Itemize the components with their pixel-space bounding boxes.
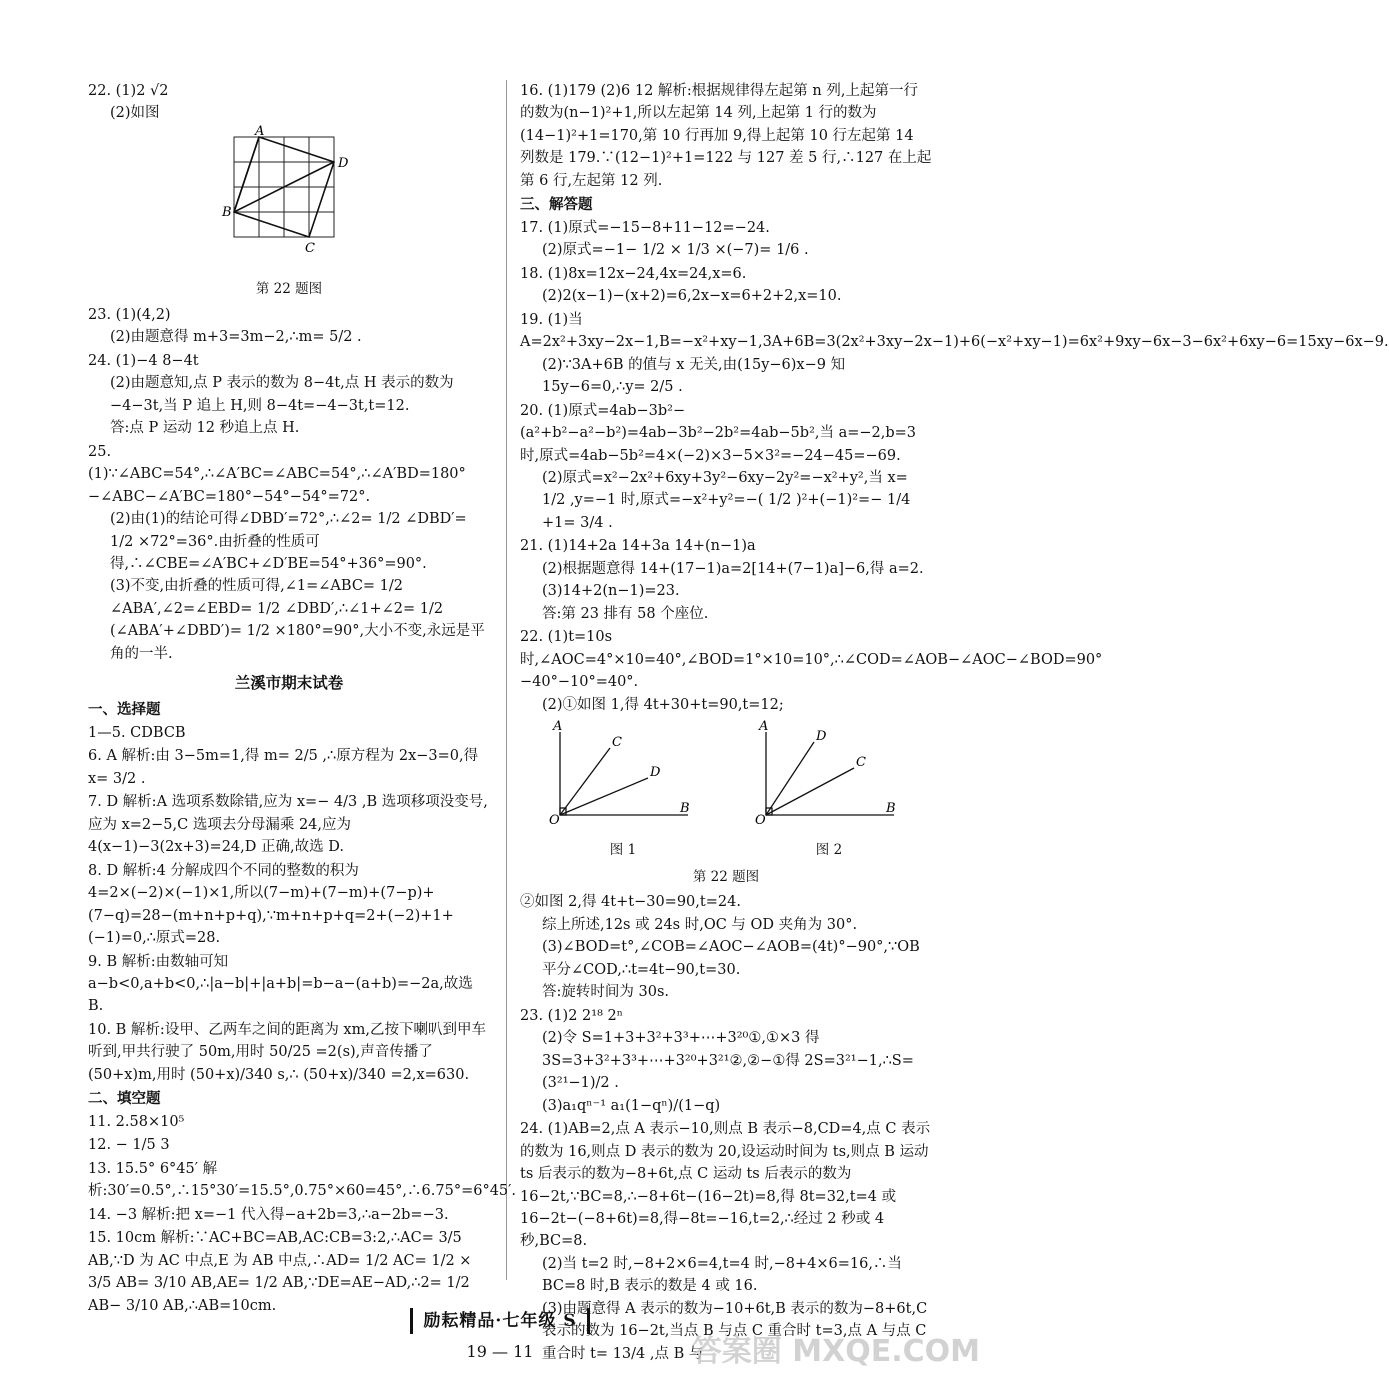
- label-A: A: [255, 123, 265, 139]
- label-C: C: [305, 240, 315, 256]
- answer-line: 15. 10cm 解析:∵AC+BC=AB,AC:CB=3:2,∴AC= 3/5 AB,∵D 为 AC 中点,E 为 AB 中点,∴AD= 1/2 AC= 1/2 × 3/5 AB= 3/10 AB,AE= 1/2 AB,∵DE=AE−AD,∴2= 1/2 AB− 3/10 AB,∴AB=10cm.: [88, 1230, 472, 1314]
- answer-line: (3)∠BOD=t°,∠COB=∠AOC−∠AOB=(4t)°−90°,∵OB 平分∠COD,∴t=4t−90,t=30.: [542, 939, 920, 978]
- section-fill: 二、填空题: [88, 1090, 161, 1108]
- answer-line: 23. (1)(4,2): [88, 306, 171, 323]
- answer-entry: [88, 1111, 490, 1133]
- answer-line: 23. (1)2 2¹⁸ 2ⁿ: [520, 1007, 624, 1024]
- answer-entry: [520, 80, 932, 192]
- answer-line: 1—5. CDBCB: [88, 724, 186, 741]
- fig2-label-C: C: [856, 755, 866, 771]
- answer-line: 24. (1)−4 8−4t: [88, 352, 199, 369]
- fig2-label-A: A: [759, 719, 769, 735]
- answer-entry: [520, 1005, 932, 1117]
- answer-line: (3)不变,由折叠的性质可得,∠1=∠ABC= 1/2 ∠ABA′,∠2=∠EBD= 1/2 ∠DBD′,∴∠1+∠2= 1/2 (∠ABA′+∠DBD′)= 1/2 ×180°=90°,大小不变,永远是平角的一半.: [110, 578, 485, 662]
- answer-entry: [520, 400, 932, 535]
- answer-line: (2)2(x−1)−(x+2)=6,2x−x=6+2+2,x=10.: [542, 288, 842, 305]
- left-column: [88, 80, 517, 1318]
- answer-line: 21. (1)14+2a 14+3a 14+(n−1)a: [520, 538, 756, 555]
- answer-line: 16. (1)179 (2)6 12 解析:根据规律得左起第 n 列,上起第一行的数为(n−1)²+1,所以左起第 14 列,上起第 1 行的数为(14−1)²+1=170,第 10 行再加 9,得上起第 10 行左起第 14 列数是 179.∵(12−1)²+1=122 与 127 差 5 行,∴127 在上起第 6 行,左起第 12 列.: [520, 83, 932, 189]
- figure-1: [548, 720, 698, 864]
- answer-entry: [520, 535, 932, 625]
- answer-line: (2)原式=−1− 1/2 × 1/3 ×(−7)= 1/6 .: [542, 242, 809, 259]
- figure-2-caption: 图 2: [815, 841, 843, 858]
- answer-line: (2)由(1)的结论可得∠DBD′=72°,∴∠2= 1/2 ∠DBD′= 1/2 ×72°=36°.由折叠的性质可得,∴∠CBE=∠A′BC+∠D′BE=54°+36°=90°.: [110, 511, 467, 573]
- fig1-label-A: A: [553, 719, 563, 735]
- answer-line: (2)原式=x²−2x²+6xy+3y²−6xy−2y²=−x²+y²,当 x= 1/2 ,y=−1 时,原式=−x²+y²=−( 1/2 )²+(−1)²=− 1/4 +1= 3/4 .: [542, 469, 911, 531]
- answer-line: 8. D 解析:4 分解成四个不同的整数的积为 4=2×(−2)×(−1)×1,所以(7−m)+(7−m)+(7−p)+(7−q)=28−(m+n+p+q),∵m+n+p+q=2+(−2)+1+(−1)=0,∴原式=28.: [88, 862, 454, 947]
- answer-entry: [88, 951, 490, 1018]
- answer-line: (2)由题意知,点 P 表示的数为 8−4t,点 H 表示的数为 −4−3t,当 P 追上 H,则 8−4t=−4−3t,t=12.: [110, 375, 454, 414]
- answer-entry: [88, 722, 490, 744]
- answer-line: 24. (1)AB=2,点 A 表示−10,则点 B 表示−8,CD=4,点 C 表示的数为 16,则点 D 表示的数为 20,设运动时间为 ts,则点 B 运动 ts 后表示的数为−8+6t,点 C 运动 ts 后表示的数为 16−2t,∵BC=8,∴−8+6t−(16−2t)=8,得 8t=32,t=4 或 16−2t−(−8+6t)=8,得−8t=−16,t=2,∴经过 2 秒或 4 秒,BC=8.: [520, 1121, 931, 1250]
- figure-1-svg: [548, 720, 698, 830]
- section-answer: 三、解答题: [520, 196, 593, 214]
- answer-entry: [88, 791, 490, 858]
- answer-line: ②如图 2,得 4t+t−30=90,t=24.: [520, 894, 741, 911]
- right-entries-c: [520, 891, 932, 1365]
- page-number: 19 — 11: [466, 1342, 534, 1362]
- section-choice: 一、选择题: [88, 701, 161, 719]
- answer-line: 14. −3 解析:把 x=−1 代入得−a+2b=3,∴a−2b=−3.: [88, 1206, 449, 1223]
- answer-entry: [88, 1134, 490, 1156]
- answer-entry: [88, 350, 490, 440]
- answer-entry: [88, 1227, 490, 1317]
- grid-figure: [88, 123, 490, 277]
- fig1-label-C: C: [612, 735, 622, 751]
- answer-entry: [88, 441, 490, 666]
- right-entries-b: [520, 217, 1389, 716]
- answer-entry: [520, 891, 932, 1003]
- answer-line: 9. B 解析:由数轴可知 a−b<0,a+b<0,∴|a−b|+|a+b|=b−a−(a+b)=−2a,故选 B.: [88, 953, 473, 1015]
- answer-line: 25. (1)∵∠ABC=54°,∴∠A′BC=∠ABC=54°,∴∠A′BD=180°−∠ABC−∠A′BC=180°−54°−54°=72°.: [88, 443, 466, 505]
- answer-line: 12. − 1/5 3: [88, 1137, 170, 1154]
- exam-title: 兰溪市期末试卷: [234, 673, 344, 693]
- answer-line: 17. (1)原式=−15−8+11−12=−24.: [520, 219, 770, 236]
- fig2-label-O: O: [755, 813, 766, 829]
- answer-line: (3)14+2(n−1)=23.: [542, 583, 680, 600]
- fig1-label-D: D: [650, 765, 661, 781]
- answer-entry: [88, 1158, 517, 1203]
- fig22-caption: 第 22 题图: [255, 280, 323, 297]
- answer-line: 20. (1)原式=4ab−3b²−(a²+b²−a²−b²)=4ab−3b²−2b²=4ab−5b²,当 a=−2,b=3 时,原式=4ab−5b²=4×(−2)×3−5×3²=−24−45=−69.: [520, 402, 917, 464]
- answer-line: 答:第 23 排有 58 个座位.: [542, 605, 709, 622]
- answer-line: 6. A 解析:由 3−5m=1,得 m= 2/5 ,∴原方程为 2x−3=0,得 x= 3/2 .: [88, 748, 479, 787]
- figure-2-svg: [754, 720, 904, 830]
- answer-line: (3)由题意得 A 表示的数为−10+6t,B 表示的数为−8+6t,C 表示的数为 16−2t,当点 B 与点 C 重合时 t=3,点 A 与点 C 重合时 t= 13/4 ,点 B 与: [542, 1300, 928, 1362]
- answer-entry: [88, 1204, 490, 1226]
- brand-label: 励耘精品·七年级 S: [410, 1308, 589, 1334]
- figure-1-caption: 图 1: [609, 841, 637, 858]
- answer-entry: [88, 860, 490, 950]
- answer-line: 11. 2.58×10⁵: [88, 1113, 185, 1130]
- answer-entry: [88, 1019, 490, 1086]
- answer-line: 22. (1)t=10s 时,∠AOC=4°×10=40°,∠BOD=1°×10=10°,∴∠COD=∠AOB−∠AOC−∠BOD=90°−40°−10°=40°.: [520, 629, 1103, 691]
- column-divider: [506, 80, 507, 1280]
- left-mid-entries: [88, 304, 490, 666]
- answer-line: (3)a₁qⁿ⁻¹ a₁(1−qⁿ)/(1−q): [542, 1097, 721, 1114]
- answer-line: (2)当 t=2 时,−8+2×6=4,t=4 时,−8+4×6=16,∴当 BC=8 时,B 表示的数是 4 或 16.: [542, 1255, 902, 1295]
- answer-entry: [520, 263, 932, 308]
- answer-line: 综上所述,12s 或 24s 时,OC 与 OD 夹角为 30°.: [542, 916, 858, 933]
- answer-line: 18. (1)8x=12x−24,4x=24,x=6.: [520, 265, 747, 282]
- fig1-label-O: O: [549, 813, 560, 829]
- answer-line: 13. 15.5° 6°45′ 解析:30′=0.5°,∴15°30′=15.5°,0.75°×60=45°,∴6.75°=6°45′.: [88, 1160, 517, 1200]
- fig2-label-B: B: [886, 801, 896, 817]
- answer-line: 10. B 解析:设甲、乙两车之间的距离为 xm,乙按下喇叭到甲车听到,甲共行驶了 50m,用时 50/25 =2(s),声音传播了(50+x)m,用时 (50+x)/340 s,∴ (50+x)/340 =2,x=630.: [88, 1021, 486, 1083]
- answer-entry: [520, 309, 1389, 399]
- grid-figure-svg: [214, 123, 364, 277]
- answer-entry: [520, 626, 1103, 716]
- left-top-entries: [88, 80, 490, 125]
- right-fig-caption: 第 22 题图: [692, 868, 760, 885]
- answer-line: 答:点 P 运动 12 秒追上点 H.: [110, 420, 300, 437]
- answer-line: (2)令 S=1+3+3²+3³+⋯+3²⁰①,①×3 得 3S=3+3²+3³+⋯+3²⁰+3²¹②,②−①得 2S=3²¹−1,∴S= (3²¹−1)/2 .: [542, 1030, 914, 1092]
- answer-entry: [88, 745, 490, 790]
- answer-line: (2)由题意得 m+3=3m−2,∴m= 5/2 .: [110, 329, 362, 346]
- angle-figures: [520, 720, 932, 864]
- fig1-label-B: B: [680, 801, 690, 817]
- answer-entry: [88, 80, 490, 125]
- answer-line: 19. (1)当 A=2x²+3xy−2x−1,B=−x²+xy−1,3A+6B=3(2x²+3xy−2x−1)+6(−x²+xy−1)=6x²+9xy−6x−3−6x²+6xy−6=15xy−6x−9.: [520, 311, 1389, 351]
- answer-line: (2)∵3A+6B 的值与 x 无关,由(15y−6)x−9 知 15y−6=0,∴y= 2/5 .: [542, 356, 846, 396]
- watermark: 答案圈 MXQE.COM: [691, 1333, 980, 1369]
- answer-line: (2)如图: [110, 105, 160, 122]
- label-D: D: [338, 155, 349, 171]
- answer-line: 7. D 解析:A 选项系数除错,应为 x=− 4/3 ,B 选项移项没变号,应为 x=2−5,C 选项去分母漏乘 24,应为 4(x−1)−3(2x+3)=24,D 正确,故选 D.: [88, 794, 488, 856]
- answer-line: (2)①如图 1,得 4t+30+t=90,t=12;: [542, 696, 784, 713]
- fill-entries: [88, 1111, 517, 1317]
- choice-entries: [88, 722, 490, 1087]
- fig2-label-D: D: [816, 729, 827, 745]
- figure-2: [754, 720, 904, 864]
- label-B: B: [222, 204, 232, 220]
- answer-line: 22. (1)2 √2: [88, 83, 169, 99]
- answer-entry: [88, 304, 490, 349]
- answer-entry: [520, 217, 932, 262]
- right-column: [520, 80, 1389, 1366]
- answer-line: (2)根据题意得 14+(17−1)a=2[14+(7−1)a]−6,得 a=2.: [542, 560, 924, 577]
- answer-line: 答:旋转时间为 30s.: [542, 984, 669, 1001]
- right-entries-a: [520, 80, 932, 192]
